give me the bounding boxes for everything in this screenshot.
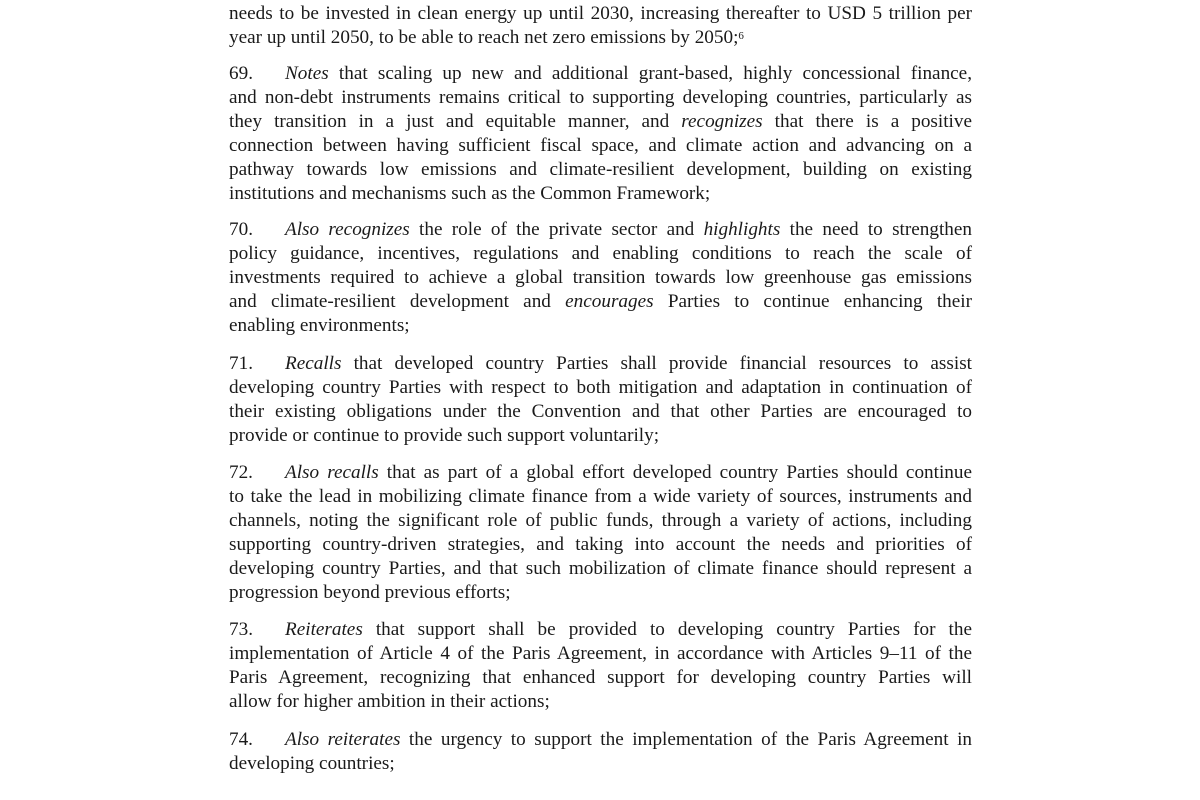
text-segment: that scaling up new and additional grant-based, highly concessional finance, (328, 63, 972, 84)
text-line (229, 62, 972, 86)
paragraph-73 (229, 618, 972, 714)
paragraph-number: 71. (229, 353, 253, 374)
text-line: implementation of Article 4 of the Paris Agreement, in accordance with Articles 9–11 of the (229, 643, 972, 664)
text-line (229, 728, 972, 752)
paragraph-number: 73. (229, 619, 253, 640)
paragraph-number: 74. (229, 729, 253, 750)
text-line: progression beyond previous efforts; (229, 582, 511, 603)
text-line: supporting country-driven strategies, and taking into account the needs and priorities of (229, 534, 972, 555)
text-segment: Parties to continue enhancing their (653, 291, 972, 312)
text-line: channels, noting the significant role of public funds, through a variety of actions, including (229, 510, 972, 531)
text-line: developing country Parties, and that such mobilization of climate finance should represent a (229, 558, 972, 579)
text-line: and non-debt instruments remains critical to supporting developing countries, particularly as (229, 87, 972, 108)
text-line (229, 352, 972, 376)
text-line (229, 461, 972, 485)
text-line (229, 110, 972, 134)
text-line: developing country Parties with respect to both mitigation and adaptation in continuation of (229, 377, 972, 398)
text-line (229, 26, 972, 50)
text-line: institutions and mechanisms such as the Common Framework; (229, 183, 711, 204)
text-line: to take the lead in mobilizing climate finance from a wide variety of sources, instruments and (229, 486, 972, 507)
text-line: allow for higher ambition in their actions; (229, 691, 550, 712)
text-segment: the role of the private sector and (409, 219, 704, 240)
text-line: connection between having sufficient fiscal space, and climate action and advancing on a (229, 135, 972, 156)
text-line (229, 290, 972, 314)
operative-verb: Recalls (285, 353, 342, 374)
paragraph-number: 69. (229, 63, 253, 84)
text-segment: that developed country Parties shall provide financial resources to assist (341, 353, 972, 374)
text-line: pathway towards low emissions and climate-resilient development, building on existing (229, 159, 972, 180)
paragraph-74 (229, 728, 972, 776)
text-line: policy guidance, incentives, regulations and enabling conditions to reach the scale of (229, 243, 972, 264)
text-line: Paris Agreement, recognizing that enhanced support for developing country Parties will (229, 667, 972, 688)
text-line: needs to be invested in clean energy up until 2030, increasing thereafter to USD 5 trillion per (229, 3, 972, 24)
text-segment: the need to strengthen (780, 219, 972, 240)
text-line: investments required to achieve a global transition towards low greenhouse gas emissions (229, 267, 972, 288)
text-segment: that there is a positive (762, 111, 972, 132)
text-segment: that as part of a global effort developed country Parties should continue (378, 462, 972, 483)
text-segment: the urgency to support the implementation of the Paris Agreement in (400, 729, 973, 750)
operative-verb: highlights (703, 219, 781, 240)
operative-verb: Also recognizes (285, 219, 410, 240)
text-line (229, 618, 972, 642)
paragraph-70 (229, 218, 972, 338)
text-line: enabling environments; (229, 315, 410, 336)
text-line (229, 218, 972, 242)
text-segment: and climate-resilient development and (229, 291, 566, 312)
operative-verb: Also reiterates (285, 729, 401, 750)
text-line: their existing obligations under the Convention and that other Parties are encouraged to (229, 401, 972, 422)
paragraph-68-continuation (229, 2, 972, 50)
operative-verb: encourages (565, 291, 654, 312)
text-segment: that support shall be provided to developing country Parties for the (362, 619, 972, 640)
text-line: developing countries; (229, 753, 395, 774)
paragraph-number: 72. (229, 462, 253, 483)
paragraph-number: 70. (229, 219, 253, 240)
text-segment: year up until 2050, to be able to reach net zero emissions by 2050; (229, 27, 739, 48)
operative-verb: Reiterates (285, 619, 363, 640)
operative-verb: Also recalls (285, 462, 379, 483)
footnote-reference[interactable]: 6 (738, 30, 744, 42)
text-segment: they transition in a just and equitable manner, and (229, 111, 682, 132)
operative-verb: recognizes (681, 111, 763, 132)
paragraph-69 (229, 62, 972, 206)
operative-verb: Notes (285, 63, 329, 84)
paragraph-72 (229, 461, 972, 605)
text-line: provide or continue to provide such support voluntarily; (229, 425, 660, 446)
paragraph-71 (229, 352, 972, 448)
